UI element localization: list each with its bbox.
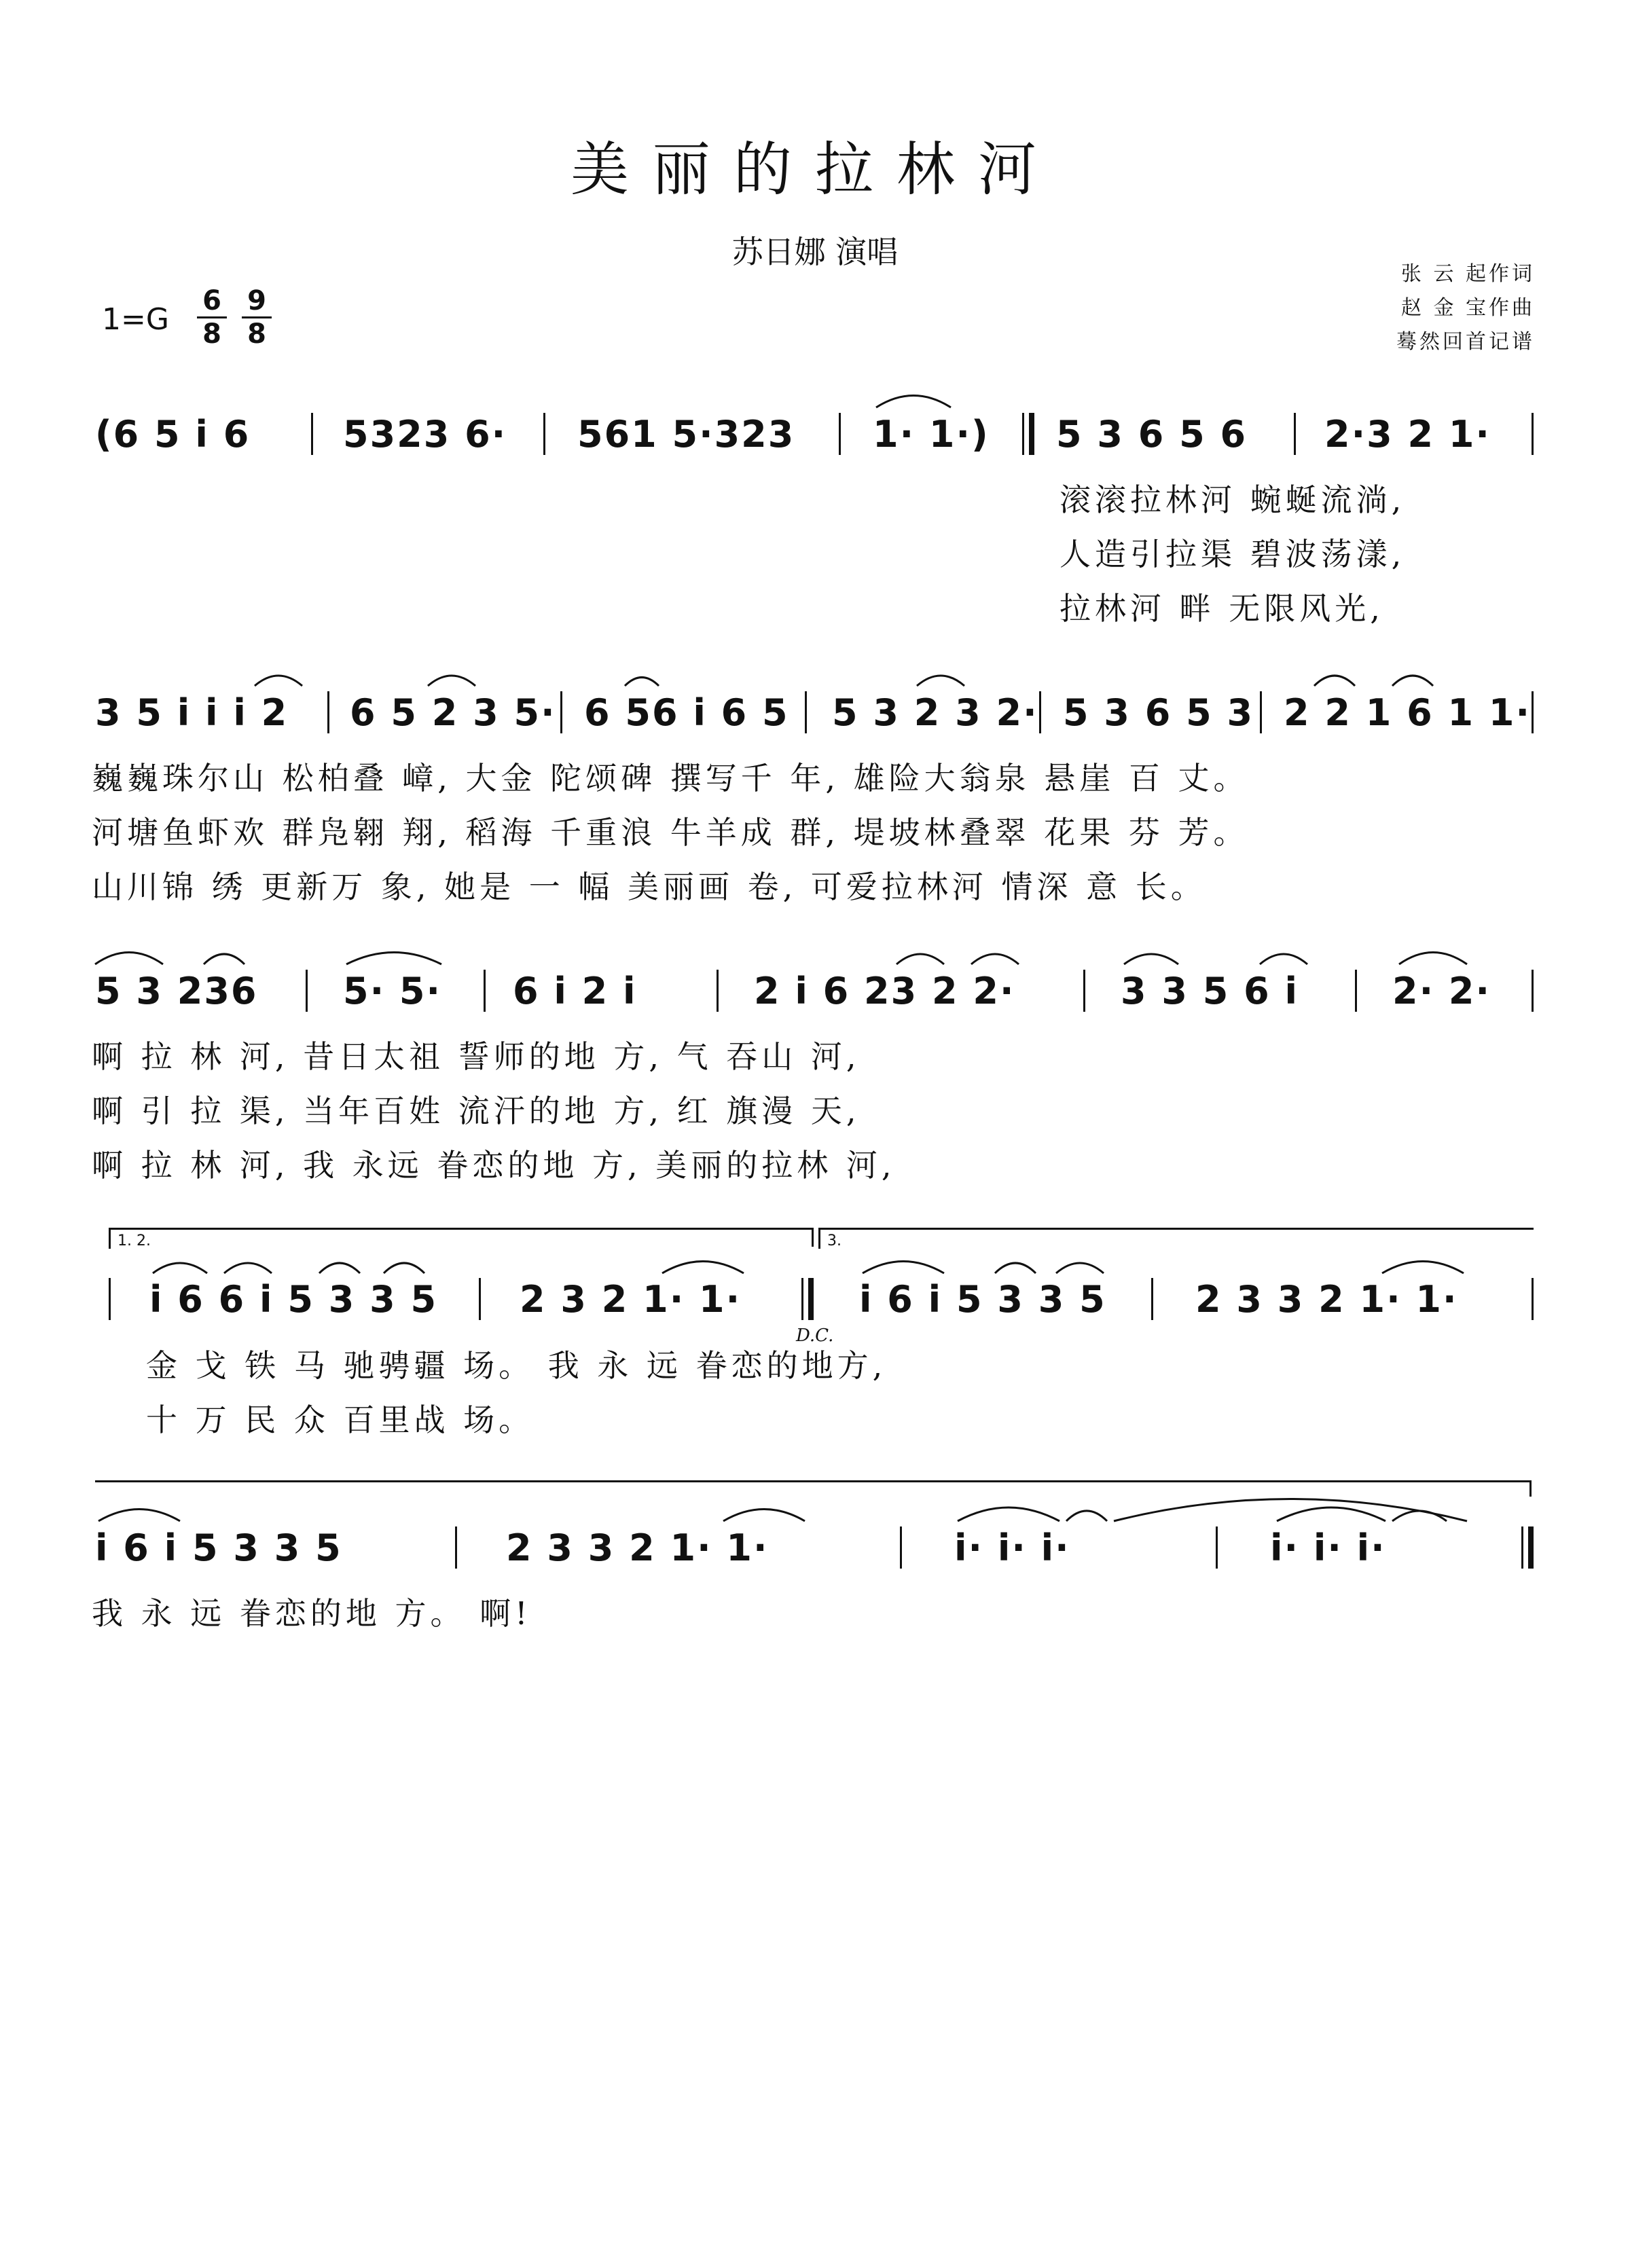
barline (109, 1278, 111, 1320)
measure: 2 3 3 2 1· 1· (506, 1526, 769, 1569)
measure: 5 3 236 (95, 970, 258, 1012)
tie-slur (153, 1263, 207, 1273)
tie-slur (1260, 954, 1307, 964)
tie-slur (1382, 1262, 1464, 1274)
volta-3 (818, 1228, 1534, 1249)
barline (543, 413, 545, 455)
barline (484, 970, 486, 1012)
coda-bracket-line (95, 1480, 1532, 1482)
tie-slur (1066, 1511, 1107, 1521)
coda-bracket-tick (1529, 1480, 1532, 1497)
performer: 苏日娜 演唱 (731, 234, 899, 270)
lyric-verse-1: 滚滚拉林河 蜿蜒流淌, (1060, 481, 1406, 518)
barline (1260, 691, 1262, 733)
tie-slur (723, 1510, 805, 1522)
measure: 5 3 2 3 2· (832, 691, 1038, 734)
barline (1355, 970, 1357, 1012)
repeat-end-barline (801, 1278, 803, 1320)
tie-slur (346, 953, 441, 965)
time-sig-denominator: 8 (247, 318, 266, 350)
tie-slur (863, 1262, 944, 1274)
measure: 2 3 2 1· 1· (520, 1278, 742, 1321)
tie-slur (384, 1263, 424, 1273)
measure: 3 5 i i i 2 (95, 691, 289, 734)
measure: i 6 i 5 3 3 5 (859, 1278, 1106, 1321)
measure: i· i· i· (954, 1526, 1070, 1569)
transcriber-credit: 蓦然回首记谱 (1396, 330, 1535, 354)
repeat-end-thick (808, 1278, 814, 1320)
tie-slur (204, 954, 244, 964)
barline (1083, 970, 1085, 1012)
time-sig-numerator: 9 (242, 285, 272, 318)
barline (717, 970, 719, 1012)
lyric-verse-2: 河塘鱼虾欢 群凫翱 翔, 稻海 千重浪 牛羊成 群, 堤坡林叠翠 花果 芬 芳。 (92, 814, 1249, 851)
barline (455, 1526, 457, 1569)
barline (1532, 413, 1534, 455)
tie-slur (255, 676, 302, 686)
measure: 6 56 i 6 5 (584, 691, 789, 734)
da-capo-mark: D.C. (796, 1325, 834, 1346)
tie-slur (1277, 1507, 1386, 1521)
measure: 6 i 2 i (513, 970, 637, 1012)
barline (1039, 691, 1041, 733)
tie-slur (428, 676, 475, 686)
barline (479, 1278, 481, 1320)
measure: 2·3 2 1· (1324, 413, 1491, 456)
tie-slur (995, 1263, 1036, 1273)
lyric-verse-1: 金 戈 铁 马 驰骋疆 场。 我 永 远 眷恋的地方, (146, 1347, 887, 1384)
barline (1532, 691, 1534, 733)
tie-slur (319, 1263, 360, 1273)
measure: 2 2 1 6 1 1· (1284, 691, 1531, 734)
final-barline-thin (1521, 1526, 1523, 1569)
tie-slur (1392, 676, 1433, 686)
barline (1294, 413, 1296, 455)
barline (560, 691, 562, 733)
measure: 2· 2· (1392, 970, 1491, 1012)
barline (311, 413, 313, 455)
lyric-verse-1: 巍巍珠尔山 松柏叠 嶂, 大金 陀颂碑 撰写千 年, 雄险大翁泉 悬崖 百 丈。 (92, 760, 1249, 797)
measure: 2 3 3 2 1· 1· (1195, 1278, 1458, 1321)
tie-slur (896, 954, 944, 964)
volta-end-tick (812, 1228, 814, 1247)
tie-slur (224, 1263, 272, 1273)
composer-credit: 赵 金 宝作曲 (1400, 296, 1535, 320)
measure: 6 5 2 3 5· (350, 691, 556, 734)
tie-slur (1124, 954, 1178, 964)
time-signature-6-8 (197, 285, 227, 350)
barline (327, 691, 329, 733)
barline (1151, 1278, 1153, 1320)
tie-slur (1314, 676, 1355, 686)
barline (1532, 1278, 1534, 1320)
tie-slur (1114, 1499, 1467, 1522)
lyric-verse-1: 我 永 远 眷恋的地 方。 啊! (92, 1595, 532, 1632)
repeat-start-thick (1029, 413, 1034, 455)
tie-slur (1392, 1511, 1447, 1521)
song-title: 美丽的拉林河 (570, 136, 1060, 204)
tie-slur (917, 676, 964, 686)
tie-slur (625, 678, 659, 687)
barline (1532, 970, 1534, 1012)
measure: 2 i 6 23 2 2· (754, 970, 1015, 1012)
measure: 5 3 6 5 3 (1063, 691, 1254, 734)
measure: 1· 1·) (873, 413, 990, 456)
lyric-verse-1: 啊 拉 林 河, 昔日太祖 誓师的地 方, 气 吞山 河, (92, 1038, 861, 1075)
measure: i 6 i 5 3 3 5 (95, 1526, 342, 1569)
lyric-verse-3: 山川锦 绣 更新万 象, 她是 一 幅 美丽画 卷, 可爱拉林河 情深 意 长。 (92, 868, 1206, 905)
barline (1216, 1526, 1218, 1569)
volta-1-2 (109, 1228, 814, 1249)
key-signature: 1=G (102, 302, 169, 337)
tie-slur (1399, 953, 1467, 965)
volta-label: 1. 2. (117, 1232, 151, 1249)
measure: 5323 6· (343, 413, 507, 456)
barline (306, 970, 308, 1012)
barline (839, 413, 841, 455)
volta-label: 3. (827, 1232, 841, 1249)
measure: 561 5·323 (577, 413, 795, 456)
time-signature-9-8 (242, 285, 272, 350)
tie-slur (1056, 1263, 1104, 1273)
measure: i 6 6 i 5 3 3 5 (149, 1278, 438, 1321)
tie-slur (98, 1510, 180, 1522)
tie-slur (662, 1262, 744, 1274)
lyric-verse-3: 拉林河 畔 无限风光, (1060, 590, 1384, 627)
measure: 5 3 6 5 6 (1056, 413, 1248, 456)
time-sig-denominator: 8 (202, 318, 221, 350)
lyric-verse-2: 十 万 民 众 百里战 场。 (146, 1402, 535, 1438)
final-barline-thick (1528, 1526, 1534, 1569)
tie-slur (876, 396, 951, 408)
tie-slur (95, 953, 163, 965)
measure: i· i· i· (1270, 1526, 1386, 1569)
repeat-start-barline (1022, 413, 1024, 455)
lyric-verse-2: 人造引拉渠 碧波荡漾, (1060, 536, 1406, 572)
time-sig-numerator: 6 (197, 285, 227, 318)
barline (900, 1526, 902, 1569)
measure: 5· 5· (343, 970, 441, 1012)
lyricist-credit: 张 云 起作词 (1400, 262, 1535, 286)
measure: (6 5 i 6 (95, 413, 251, 456)
tie-slur (971, 954, 1019, 964)
tie-slur (958, 1507, 1060, 1521)
lyric-verse-2: 啊 引 拉 渠, 当年百姓 流汗的地 方, 红 旗漫 天, (92, 1093, 861, 1129)
barline (805, 691, 807, 733)
lyric-verse-3: 啊 拉 林 河, 我 永远 眷恋的地 方, 美丽的拉林 河, (92, 1147, 896, 1184)
measure: 3 3 5 6 i (1121, 970, 1299, 1012)
